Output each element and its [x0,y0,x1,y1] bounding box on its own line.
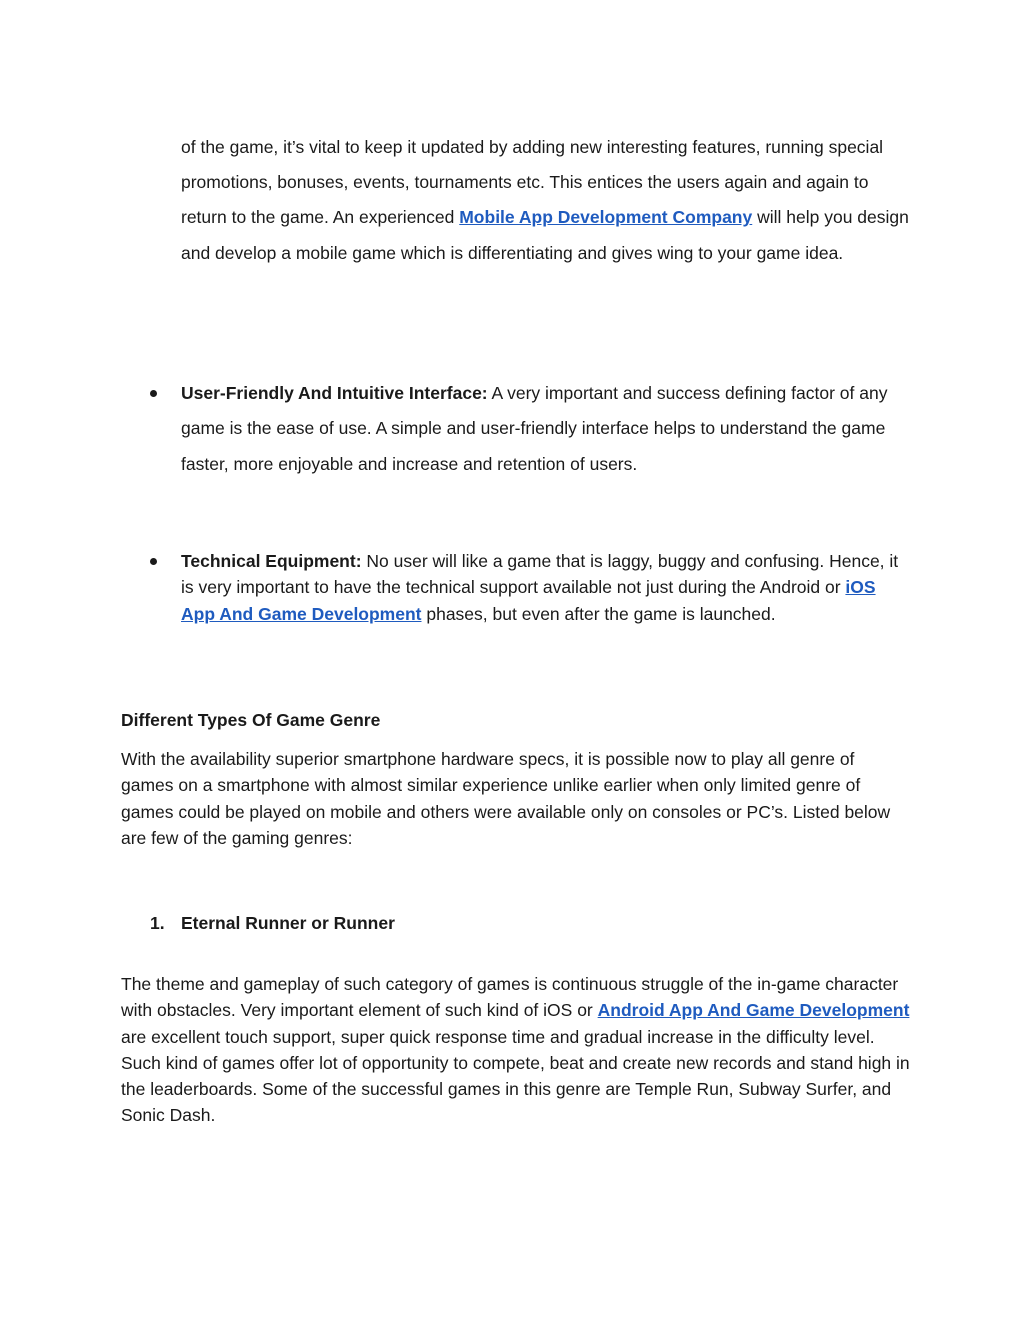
intro-text-after: will help you design and develop a mobile game which is differentiating and gives wing to your game idea. [181,207,909,263]
bullet-title: User-Friendly And Intuitive Interface: [181,383,488,403]
android-app-game-development-link[interactable]: Android App And Game Development [597,1000,910,1021]
numbered-item-runner [150,911,395,935]
intro-text-before: of the game, it’s vital to keep it updated by adding new interesting features, running special promotions, bonuses, events, tournaments etc. This entices the users again and again to return to the game. An experienced [181,137,884,228]
bullet-item-technical-equipment [181,548,911,627]
bullet-text-after: phases, but even after the game is launched. [421,603,776,624]
genre-intro-paragraph: With the availability superior smartphone hardware specs, it is possible now to play all genre of games on a smartphone with almost similar experience unlike earlier when only limited genre of games could be played on mobile and others were available only on consoles or PC’s. Listed below are few of the gaming genres: [121,749,891,848]
bullet-title: Technical Equipment: [181,551,362,571]
bullet-item-user-friendly [181,376,911,482]
intro-paragraph [181,130,911,271]
runner-text-after: are excellent touch support, super quick response time and gradual increase in the difficulty level. Such kind of games offer lot of opportunity to compete, beat and create new records and stand high in the leaderboards. Some of the successful games in this genre are Temple Run, Subway Surfer, and Sonic Dash. [121,1026,910,1126]
ios-app-game-development-link[interactable]: iOS App And Game Development [181,577,876,624]
bullet-text-before: No user will like a game that is laggy, buggy and confusing. Hence, it is very important to have the technical support available not just during the Android or [181,551,899,598]
bullet-dot-icon [150,558,157,565]
bullet-dot-icon [150,390,157,397]
section-heading: Different Types Of Game Genre [121,710,381,730]
item-number: 1. [150,913,165,933]
item-title: Eternal Runner or Runner [181,913,395,933]
runner-paragraph [121,971,911,1129]
mobile-app-development-link[interactable]: Mobile App Development Company [459,207,753,228]
bullet-text: A very important and success defining factor of any game is the ease of use. A simple and user-friendly interface helps to understand the game faster, more enjoyable and increase and retention of users. [181,383,888,474]
runner-text-before: The theme and gameplay of such category of games is continuous struggle of the in-game character with obstacles. Very important element of such kind of iOS or [121,974,899,1021]
